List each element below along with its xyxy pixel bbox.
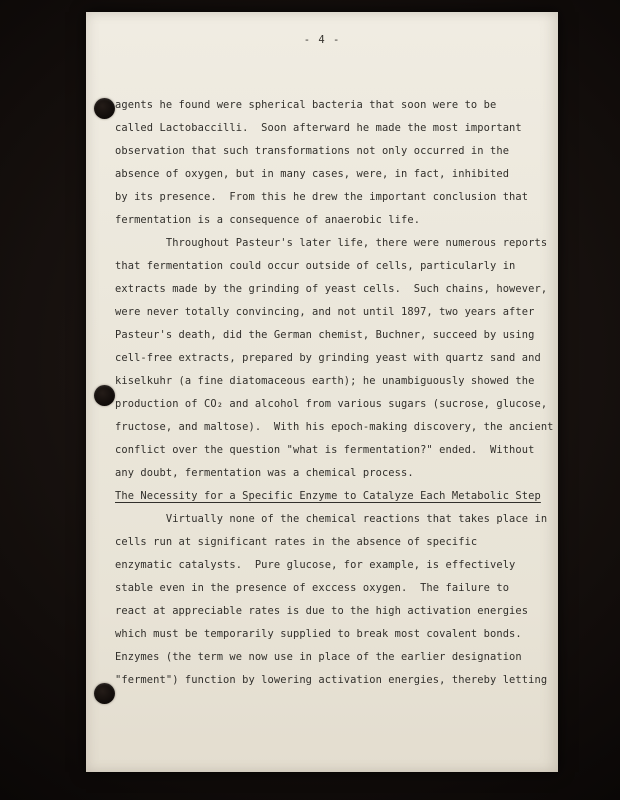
text-line: conflict over the question "what is fermentation?" ended. Without	[115, 444, 535, 456]
punch-hole-middle	[94, 385, 115, 406]
page-number: - 4 -	[303, 34, 341, 46]
text-line: cell-free extracts, prepared by grinding yeast with quartz sand and	[115, 352, 541, 364]
punch-hole-top	[94, 98, 115, 119]
text-line: cells run at significant rates in the absence of specific	[115, 536, 478, 548]
text-line: kiselkuhr (a fine diatomaceous earth); he unambiguously showed the	[115, 375, 535, 387]
text-line: by its presence. From this he drew the important conclusion that	[115, 191, 529, 203]
text-line: any doubt, fermentation was a chemical process.	[115, 467, 414, 479]
section-heading: The Necessity for a Specific Enzyme to Catalyze Each Metabolic Step	[115, 490, 541, 502]
text-line: stable even in the presence of exccess oxygen. The failure to	[115, 582, 510, 594]
text-line: react at appreciable rates is due to the high activation energies	[115, 605, 529, 617]
text-line: fructose, and maltose). With his epoch-making discovery, the ancient	[115, 421, 554, 433]
paragraph-enzyme-necessity	[115, 508, 548, 692]
text-line: production of CO₂ and alcohol from various sugars (sucrose, glucose,	[115, 398, 548, 410]
text-line: observation that such transformations not only occurred in the	[115, 145, 510, 157]
text-line: which must be temporarily supplied to break most covalent bonds.	[115, 628, 522, 640]
text-line: Pasteur's death, did the German chemist, Buchner, succeed by using	[115, 329, 535, 341]
text-line: that fermentation could occur outside of cells, particularly in	[115, 260, 516, 272]
text-line: Virtually none of the chemical reactions that takes place in	[115, 513, 548, 525]
text-line: Enzymes (the term we now use in place of the earlier designation	[115, 651, 522, 663]
text-line: enzymatic catalysts. Pure glucose, for example, is effectively	[115, 559, 516, 571]
text-line: agents he found were spherical bacteria that soon were to be	[115, 99, 497, 111]
punch-hole-bottom	[94, 683, 115, 704]
text-line: absence of oxygen, but in many cases, were, in fact, inhibited	[115, 168, 510, 180]
document-page	[86, 12, 558, 772]
text-line: were never totally convincing, and not until 1897, two years after	[115, 306, 535, 318]
text-line: "ferment") function by lowering activation energies, thereby letting	[115, 674, 548, 686]
text-line: called Lactobaccilli. Soon afterward he made the most important	[115, 122, 522, 134]
text-line: extracts made by the grinding of yeast cells. Such chains, however,	[115, 283, 548, 295]
text-line: fermentation is a consequence of anaerobic life.	[115, 214, 421, 226]
text-line: Throughout Pasteur's later life, there were numerous reports	[115, 237, 548, 249]
paragraph-buchner-discovery	[115, 232, 554, 485]
document-body	[115, 94, 554, 692]
paragraph-fermentation-intro	[115, 94, 544, 232]
